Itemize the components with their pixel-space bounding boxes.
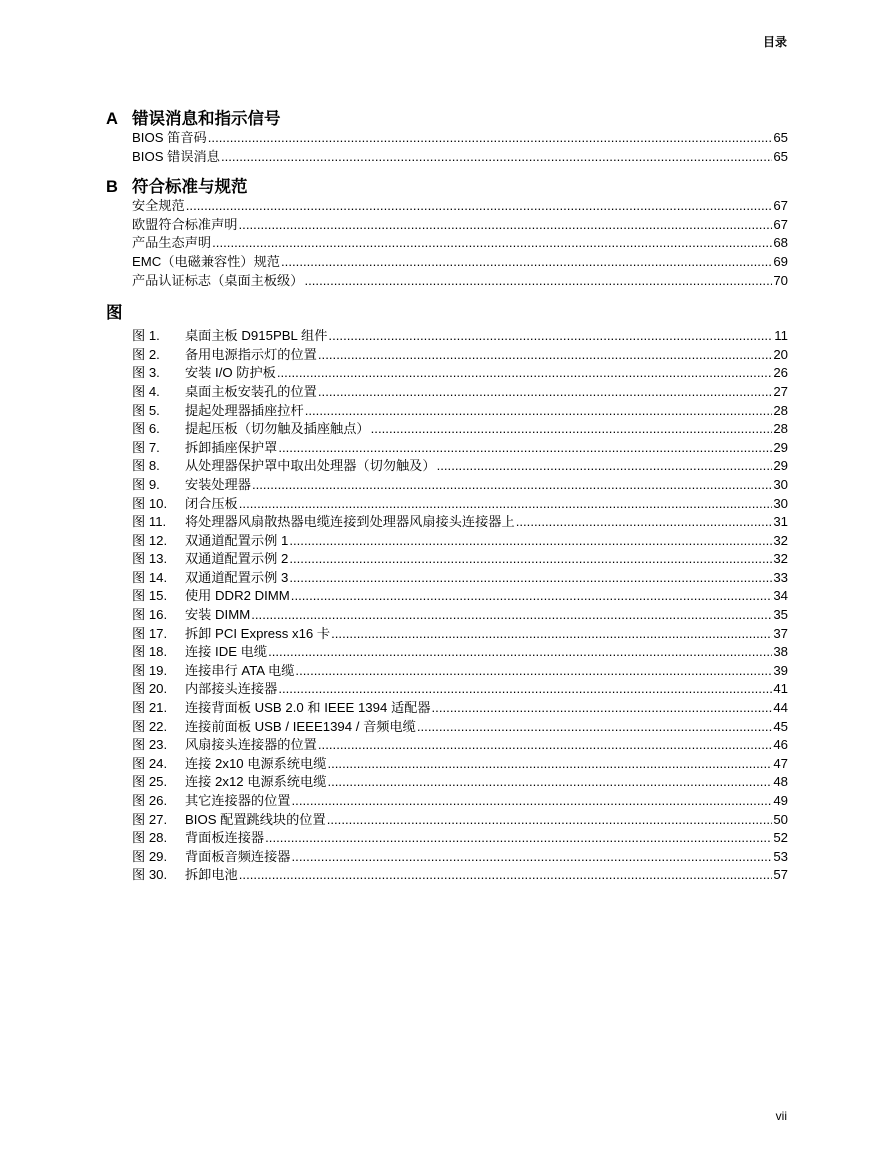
dot-leader (295, 662, 772, 681)
page-number: 68 (773, 235, 788, 251)
dot-leader (305, 402, 773, 421)
page-number: 32 (773, 532, 788, 548)
page-number: 57 (773, 867, 788, 883)
figure-number: 图 15. (132, 588, 168, 604)
dot-leader (251, 606, 772, 625)
section-a-entries (106, 129, 788, 166)
page-number: 27 (773, 383, 788, 399)
section-letter: B (106, 178, 118, 197)
dot-leader (239, 216, 773, 235)
dot-leader (292, 848, 773, 867)
entry-title: 桌面主板安装孔的位置 (185, 383, 317, 399)
page-number: 69 (773, 253, 788, 269)
page-number: 32 (773, 551, 788, 567)
figure-number: 图 6. (132, 421, 160, 437)
figure-entry[interactable] (132, 532, 788, 551)
dot-leader (239, 495, 773, 514)
dot-leader (328, 327, 773, 346)
entry-title: 拆卸插座保护罩 (185, 439, 278, 455)
figure-entry[interactable] (132, 755, 788, 774)
toc-entry[interactable] (132, 216, 788, 235)
figure-number: 图 14. (132, 569, 168, 585)
figure-number: 图 18. (132, 644, 168, 660)
toc-entry[interactable] (132, 129, 788, 148)
dot-leader (277, 364, 772, 383)
table-of-contents (106, 105, 788, 885)
page-number: 50 (773, 811, 788, 827)
figure-number: 图 20. (132, 681, 168, 697)
toc-entry[interactable] (132, 272, 788, 291)
page-number: 46 (773, 737, 788, 753)
running-header: 目录 (762, 35, 787, 49)
dot-leader (289, 550, 772, 569)
dot-leader (371, 420, 773, 439)
page-number: 20 (773, 346, 788, 362)
dot-leader (318, 736, 772, 755)
figure-entry[interactable] (132, 773, 788, 792)
dot-leader (437, 457, 773, 476)
page-number: 30 (773, 476, 788, 492)
figure-entry[interactable] (132, 550, 788, 569)
entry-title: 拆卸 PCI Express x16 卡 (185, 625, 331, 641)
figure-entry[interactable] (132, 680, 788, 699)
dot-leader (239, 866, 773, 885)
page-number: 44 (773, 700, 788, 716)
dot-leader (327, 811, 773, 830)
dot-leader (289, 569, 772, 588)
figure-number: 图 12. (132, 532, 168, 548)
figure-entry[interactable] (132, 327, 788, 346)
figure-entry[interactable] (132, 699, 788, 718)
figure-number: 图 4. (132, 383, 160, 399)
figure-entry[interactable] (132, 383, 788, 402)
dot-leader (304, 272, 772, 291)
figure-number: 图 1. (132, 328, 160, 344)
figure-number: 图 29. (132, 848, 168, 864)
entry-title: EMC（电磁兼容性）规范 (132, 253, 280, 269)
section-title: 错误消息和指示信号 (132, 110, 281, 128)
figure-entry[interactable] (132, 420, 788, 439)
entry-title: 连接背面板 USB 2.0 和 IEEE 1394 适配器 (185, 700, 431, 716)
page-number: 52 (773, 830, 788, 846)
entry-title: 欧盟符合标准声明 (132, 216, 238, 232)
figure-number: 图 16. (132, 607, 168, 623)
entry-title: BIOS 错误消息 (132, 148, 220, 164)
page-number: 39 (773, 662, 788, 678)
figure-entry[interactable] (132, 513, 788, 532)
section-heading-a (106, 105, 788, 129)
entry-title: 从处理器保护罩中取出处理器（切勿触及） (185, 458, 436, 474)
dot-leader (432, 699, 773, 718)
page-number: 11 (774, 328, 788, 344)
figure-entry[interactable] (132, 606, 788, 625)
figure-number: 图 19. (132, 662, 168, 678)
entry-title: 其它连接器的位置 (185, 793, 291, 808)
dot-leader (208, 129, 773, 148)
dot-leader (318, 346, 772, 365)
dot-leader (417, 718, 772, 737)
figure-entry[interactable] (132, 736, 788, 755)
entry-title: 产品认证标志（桌面主板级） (132, 272, 304, 288)
figure-number: 图 11. (132, 514, 167, 530)
entry-title: 提起压板（切勿触及插座触点） (185, 421, 370, 437)
figure-entry[interactable] (132, 625, 788, 644)
page-number-footer: vii (775, 1109, 787, 1123)
entry-title: 连接 2x12 电源系统电缆 (185, 774, 327, 790)
page-number: 67 (773, 216, 788, 232)
dot-leader (252, 476, 772, 495)
page-number: 70 (773, 272, 788, 288)
entry-title: 拆卸电池 (185, 867, 238, 883)
page-number: 28 (773, 421, 788, 437)
figure-entry[interactable] (132, 569, 788, 588)
figure-list (106, 327, 788, 885)
section-b-entries (106, 197, 788, 290)
entry-title: 闭合压板 (185, 495, 238, 511)
figure-number: 图 13. (132, 551, 168, 567)
figure-entry[interactable] (132, 829, 788, 848)
page-number: 29 (773, 439, 788, 455)
dot-leader (281, 253, 772, 272)
figure-entry[interactable] (132, 439, 788, 458)
page-number: 45 (773, 718, 788, 734)
entry-title: 提起处理器插座拉杆 (185, 402, 304, 418)
entry-title: 风扇接头连接器的位置 (185, 737, 317, 753)
figures-title: 图 (106, 304, 123, 323)
page-number: 30 (773, 495, 788, 511)
dot-leader (327, 755, 772, 774)
figure-entry[interactable] (132, 476, 788, 495)
entry-title: 安装处理器 (185, 476, 251, 492)
dot-leader (186, 197, 773, 216)
page-number: 53 (773, 848, 788, 864)
figure-number: 图 3. (132, 365, 160, 381)
page-number: 37 (773, 625, 788, 641)
section-title: 符合标准与规范 (132, 178, 248, 197)
entry-title: 安装 DIMM (185, 607, 251, 623)
page-number: 49 (773, 793, 788, 808)
dot-leader (331, 625, 772, 644)
entry-title: 连接 2x10 电源系统电缆 (185, 755, 327, 771)
figure-entry[interactable] (132, 643, 788, 662)
figure-entry[interactable] (132, 402, 788, 421)
entry-title: 双通道配置示例 2 (185, 551, 289, 567)
page-number: 34 (773, 588, 788, 604)
figure-number: 图 8. (132, 458, 160, 474)
figure-number: 图 25. (132, 774, 168, 790)
page-number: 31 (773, 514, 788, 530)
figure-number: 图 10. (132, 495, 168, 511)
dot-leader (292, 792, 773, 811)
dot-leader (265, 829, 772, 848)
figure-number: 图 24. (132, 755, 168, 771)
figure-entry[interactable] (132, 718, 788, 737)
entry-title: 安装 I/O 防护板 (185, 365, 276, 381)
figure-entry[interactable] (132, 866, 788, 885)
figure-number: 图 22. (132, 718, 168, 734)
entry-title: BIOS 笛音码 (132, 130, 207, 145)
figure-number: 图 7. (132, 439, 160, 455)
dot-leader (278, 680, 772, 699)
page-number: 47 (773, 755, 788, 771)
entry-title: 产品生态声明 (132, 235, 212, 251)
page-number: 26 (773, 365, 788, 381)
page-number: 38 (773, 644, 788, 660)
section-letter: A (106, 110, 118, 128)
page-number: 41 (773, 681, 788, 697)
page-number: 33 (773, 569, 788, 585)
dot-leader (289, 532, 772, 551)
dot-leader (268, 643, 772, 662)
page-number: 48 (773, 774, 788, 790)
dot-leader (278, 439, 772, 458)
figure-number: 图 2. (132, 346, 160, 362)
dot-leader (516, 513, 773, 532)
entry-title: BIOS 配置跳线块的位置 (185, 811, 326, 827)
figures-heading (106, 299, 788, 327)
figure-number: 图 5. (132, 402, 160, 418)
figure-number: 图 27. (132, 811, 168, 827)
figure-number: 图 28. (132, 830, 168, 846)
page-number: 67 (773, 198, 788, 214)
figure-entry[interactable] (132, 364, 788, 383)
dot-leader (318, 383, 772, 402)
dot-leader (327, 773, 772, 792)
figure-entry[interactable] (132, 662, 788, 681)
toc-entry[interactable] (132, 253, 788, 272)
entry-title: 连接串行 ATA 电缆 (185, 662, 295, 678)
figure-number: 图 30. (132, 867, 168, 883)
entry-title: 背面板音频连接器 (185, 848, 291, 864)
entry-title: 桌面主板 D915PBL 组件 (185, 328, 328, 344)
entry-title: 备用电源指示灯的位置 (185, 346, 317, 362)
figure-entry[interactable] (132, 792, 788, 811)
page-number: 65 (773, 130, 788, 145)
figure-entry[interactable] (132, 457, 788, 476)
figure-entry[interactable] (132, 346, 788, 365)
figure-entry[interactable] (132, 811, 788, 830)
entry-title: 内部接头连接器 (185, 681, 278, 697)
figure-number: 图 26. (132, 793, 168, 808)
entry-title: 背面板连接器 (185, 830, 265, 846)
figure-entry[interactable] (132, 587, 788, 606)
entry-title: 将处理器风扇散热器电缆连接到处理器风扇接头连接器上 (185, 514, 515, 530)
toc-entry[interactable] (132, 197, 788, 216)
page-number: 35 (773, 607, 788, 623)
entry-title: 使用 DDR2 DIMM (185, 588, 290, 604)
figure-number: 图 17. (132, 625, 168, 641)
dot-leader (291, 587, 773, 606)
figure-entry[interactable] (132, 495, 788, 514)
entry-title: 连接 IDE 电缆 (185, 644, 268, 660)
entry-title: 安全规范 (132, 198, 185, 214)
entry-title: 双通道配置示例 1 (185, 532, 289, 548)
section-heading-b (106, 173, 788, 197)
page-number: 65 (773, 148, 788, 164)
dot-leader (221, 148, 772, 167)
entry-title: 连接前面板 USB / IEEE1394 / 音频电缆 (185, 718, 416, 734)
figure-number: 图 23. (132, 737, 168, 753)
toc-entry[interactable] (132, 234, 788, 253)
page-number: 29 (773, 458, 788, 474)
dot-leader (212, 234, 772, 253)
figure-entry[interactable] (132, 848, 788, 867)
figure-number: 图 21. (132, 700, 168, 716)
figure-number: 图 9. (132, 476, 160, 492)
page-number: 28 (773, 402, 788, 418)
entry-title: 双通道配置示例 3 (185, 569, 289, 585)
toc-entry[interactable] (132, 148, 788, 167)
